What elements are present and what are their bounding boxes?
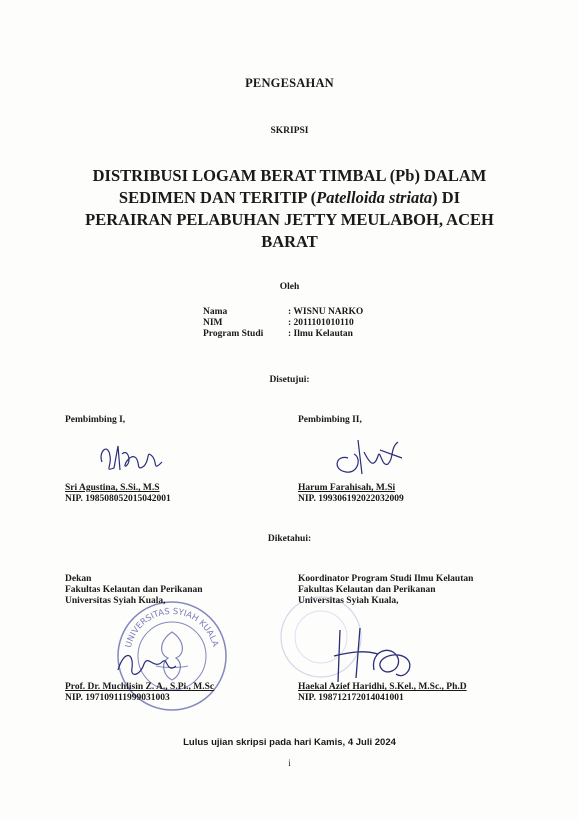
title-line-2: SEDIMEN DAN TERITIP (Patelloida striata) DI	[118, 188, 461, 207]
advisor1-nip: NIP. 198508052015042001	[65, 494, 171, 504]
document-type: SKRIPSI	[270, 126, 309, 136]
advisor1-role: Pembimbing I,	[65, 415, 126, 425]
dean-faculty: Fakultas Kelautan dan Perikanan	[65, 585, 203, 595]
coordinator-name: Haekal Azief Haridhi, S.Kel., M.Sc., Ph.D	[298, 682, 467, 692]
coordinator-signature	[320, 620, 430, 690]
title-line-3: PERAIRAN PELABUHAN JETTY MEULABOH, ACEH	[85, 210, 494, 229]
advisor1-name: Sri Agustina, S.Si., M.S	[65, 483, 160, 493]
advisor2-signature	[318, 428, 418, 484]
species-name: Patelloida striata	[316, 188, 433, 207]
coordinator-university: Universitas Syiah Kuala,	[298, 596, 399, 606]
identity-row-name: Nama : WISNU NARKO	[203, 307, 364, 317]
page-number: i	[288, 758, 291, 768]
title-line-1: DISTRIBUSI LOGAM BERAT TIMBAL (Pb) DALAM	[92, 166, 487, 185]
dean-name: Prof. Dr. Muchlisin Z. A., S.Pi., M.Sc	[65, 682, 215, 692]
dean-title: Dekan	[65, 574, 92, 584]
coordinator-faculty: Fakultas Kelautan dan Perikanan	[298, 585, 436, 595]
approved-heading: Disetujui:	[269, 375, 310, 385]
coordinator-nip: NIP. 198712172014041001	[298, 693, 404, 703]
dean-signature	[110, 640, 190, 684]
identity-row-nim: NIM : 2011101010110	[203, 318, 354, 328]
advisor2-name: Harum Farahisah, M.Si	[298, 483, 396, 493]
coordinator-title: Koordinator Program Studi Ilmu Kelautan	[298, 574, 474, 584]
dean-nip: NIP. 197109111999031003	[65, 693, 170, 703]
stamp-text: UNIVERSITAS SYIAH KUALA	[123, 606, 220, 649]
thesis-title	[0, 165, 579, 253]
exam-date-note: Lulus ujian skripsi pada hari Kamis, 4 Juli 2024	[183, 737, 396, 748]
advisor2-role: Pembimbing II,	[298, 415, 362, 425]
page-heading: PENGESAHAN	[245, 76, 334, 90]
author-by-label: Oleh	[279, 282, 300, 292]
dean-university: Universitas Syiah Kuala,	[65, 596, 166, 606]
acknowledged-heading: Diketahui:	[267, 534, 312, 544]
advisor2-nip: NIP. 199306192022032009	[298, 494, 404, 504]
advisor1-signature	[92, 432, 182, 482]
identity-row-program: Program Studi : Ilmu Kelautan	[203, 329, 353, 339]
title-line-4: BARAT	[261, 232, 318, 251]
author-identity	[203, 307, 363, 340]
